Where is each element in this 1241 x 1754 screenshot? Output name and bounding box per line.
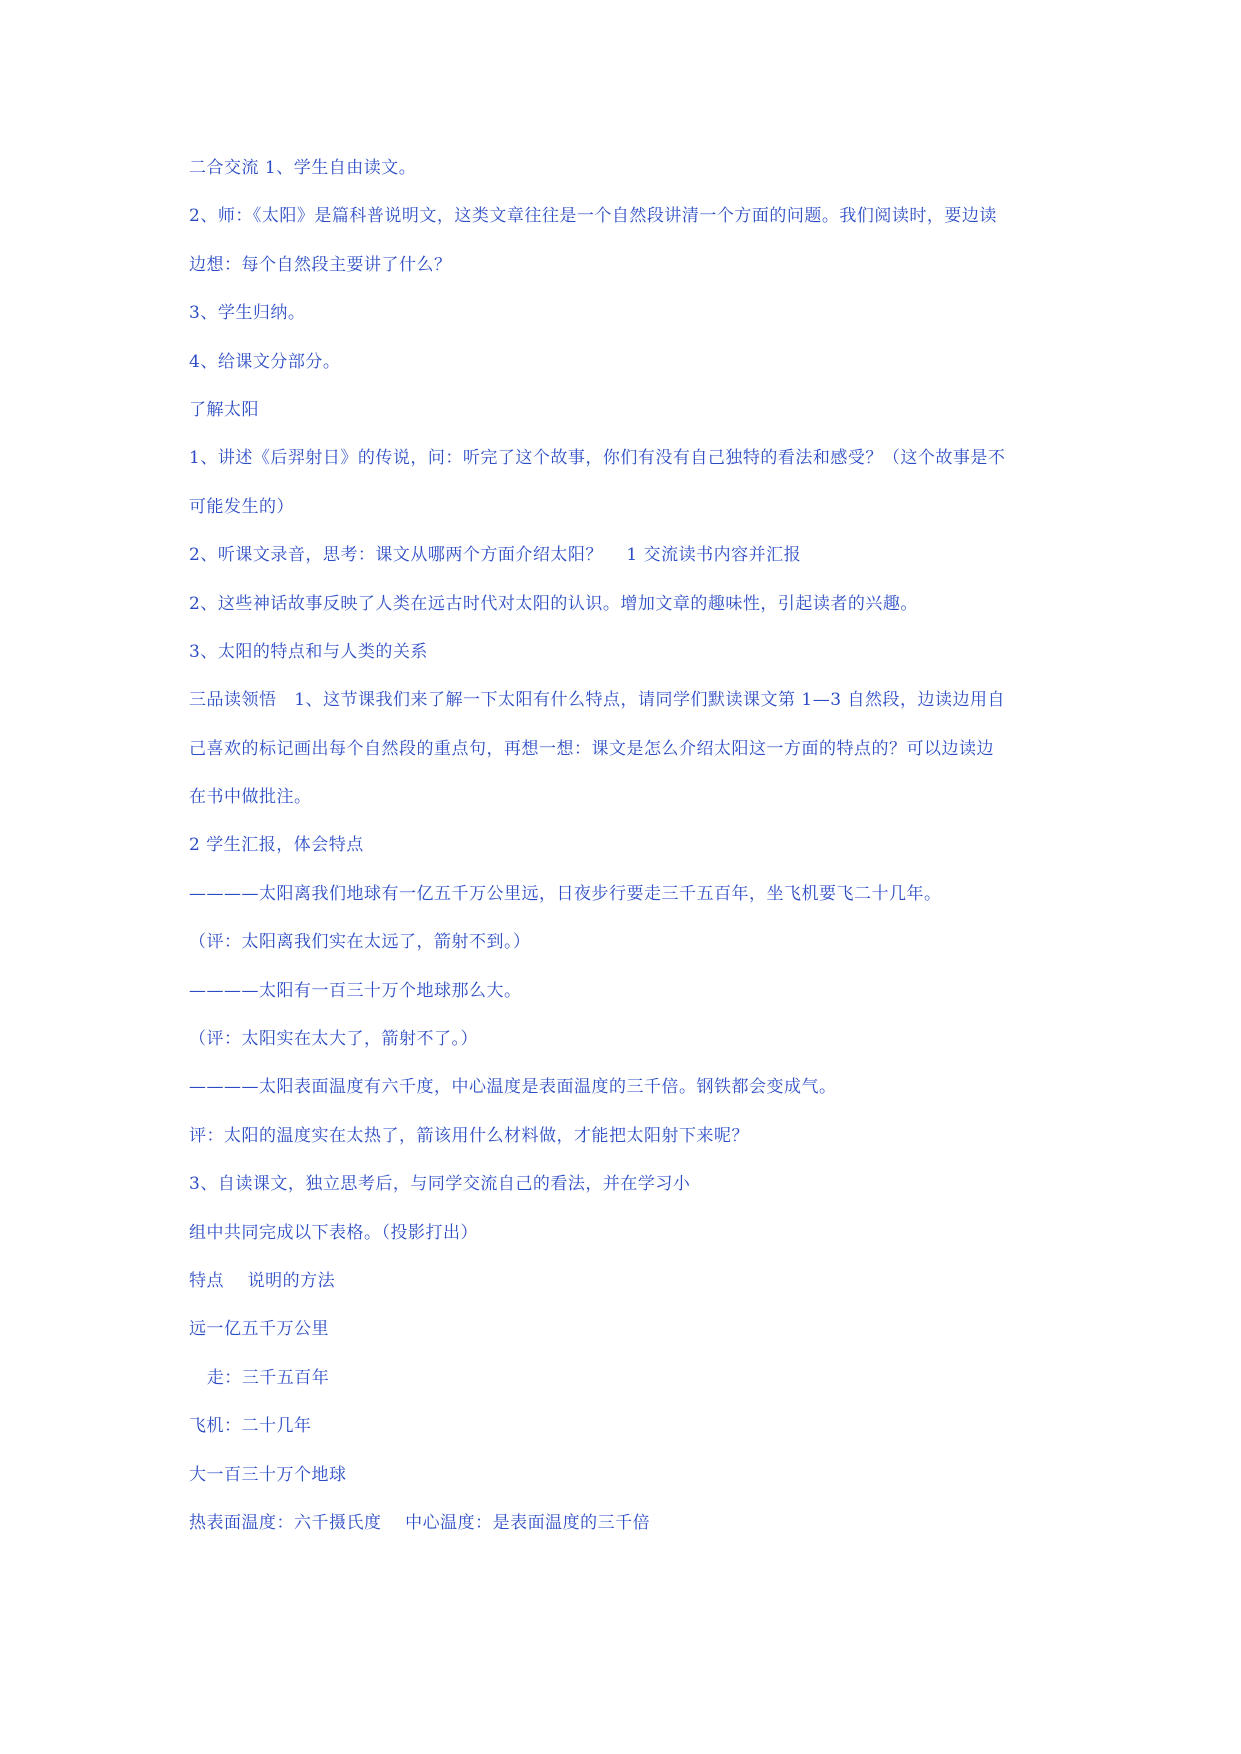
table-header-line: 特点 说明的方法: [189, 1270, 336, 1291]
paragraph-line: 4、给课文分部分。: [189, 351, 341, 372]
paragraph-line: 2、师：《太阳》是篇科普说明文，这类文章往往是一个自然段讲清一个方面的问题。我们阅读时，要边读: [189, 206, 997, 227]
table-row-line: 走：三千五百年: [189, 1367, 330, 1388]
paragraph-line: 评：太阳的温度实在太热了，箭该用什么材料做，才能把太阳射下来呢？: [189, 1125, 749, 1146]
table-row-line: 热表面温度：六千摄氏度 中心温度：是表面温度的三千倍: [189, 1512, 651, 1533]
paragraph-line: ————太阳离我们地球有一亿五千万公里远，日夜步行要走三千五百年，坐飞机要飞二十几年。: [189, 883, 942, 904]
paragraph-line: 边想：每个自然段主要讲了什么？: [189, 254, 452, 275]
paragraph-line: 二合交流 1、学生自由读文。: [189, 158, 417, 178]
paragraph-line: 组中共同完成以下表格。（投影打出）: [189, 1222, 478, 1243]
table-row-line: 大一百三十万个地球: [189, 1464, 347, 1485]
paragraph-line: 1、讲述《后羿射日》的传说，问：听完了这个故事，你们有没有自己独特的看法和感受？（这个故事是不: [189, 448, 1006, 469]
document-body: [189, 155, 1069, 1558]
paragraph-line: ————太阳表面温度有六千度，中心温度是表面温度的三千倍。钢铁都会变成气。: [189, 1077, 837, 1098]
paragraph-line: （评：太阳实在太大了，箭射不了。）: [189, 1029, 478, 1050]
paragraph-line: 2、听课文录音，思考：课文从哪两个方面介绍太阳？ 1 交流读书内容并汇报: [189, 545, 802, 566]
paragraph-line: 2、这些神话故事反映了人类在远古时代对太阳的认识。增加文章的趣味性，引起读者的兴趣。: [189, 593, 918, 614]
paragraph-line: 3、自读课文，独立思考后，与同学交流自己的看法，并在学习小: [189, 1174, 691, 1195]
table-row-line: 远一亿五千万公里: [189, 1319, 329, 1340]
paragraph-line: 可能发生的）: [189, 496, 294, 517]
section-heading: 了解太阳: [189, 399, 259, 420]
paragraph-line: 三品读领悟 1、这节课我们来了解一下太阳有什么特点，请同学们默读课文第 1—3 自然段，边读边用自: [189, 690, 1005, 711]
table-row-line: 飞机：二十几年: [189, 1416, 312, 1437]
paragraph-line: （评：太阳离我们实在太远了，箭射不到。）: [189, 932, 531, 953]
paragraph-line: 3、学生归纳。: [189, 303, 306, 324]
paragraph-line: 2 学生汇报，体会特点: [189, 835, 364, 856]
paragraph-line: 3、太阳的特点和与人类的关系: [189, 641, 428, 662]
paragraph-line: 己喜欢的标记画出每个自然段的重点句，再想一想：课文是怎么介绍太阳这一方面的特点的？可以边读边: [189, 738, 994, 759]
paragraph-line: ————太阳有一百三十万个地球那么大。: [189, 980, 522, 1001]
paragraph-line: 在书中做批注。: [189, 787, 312, 808]
